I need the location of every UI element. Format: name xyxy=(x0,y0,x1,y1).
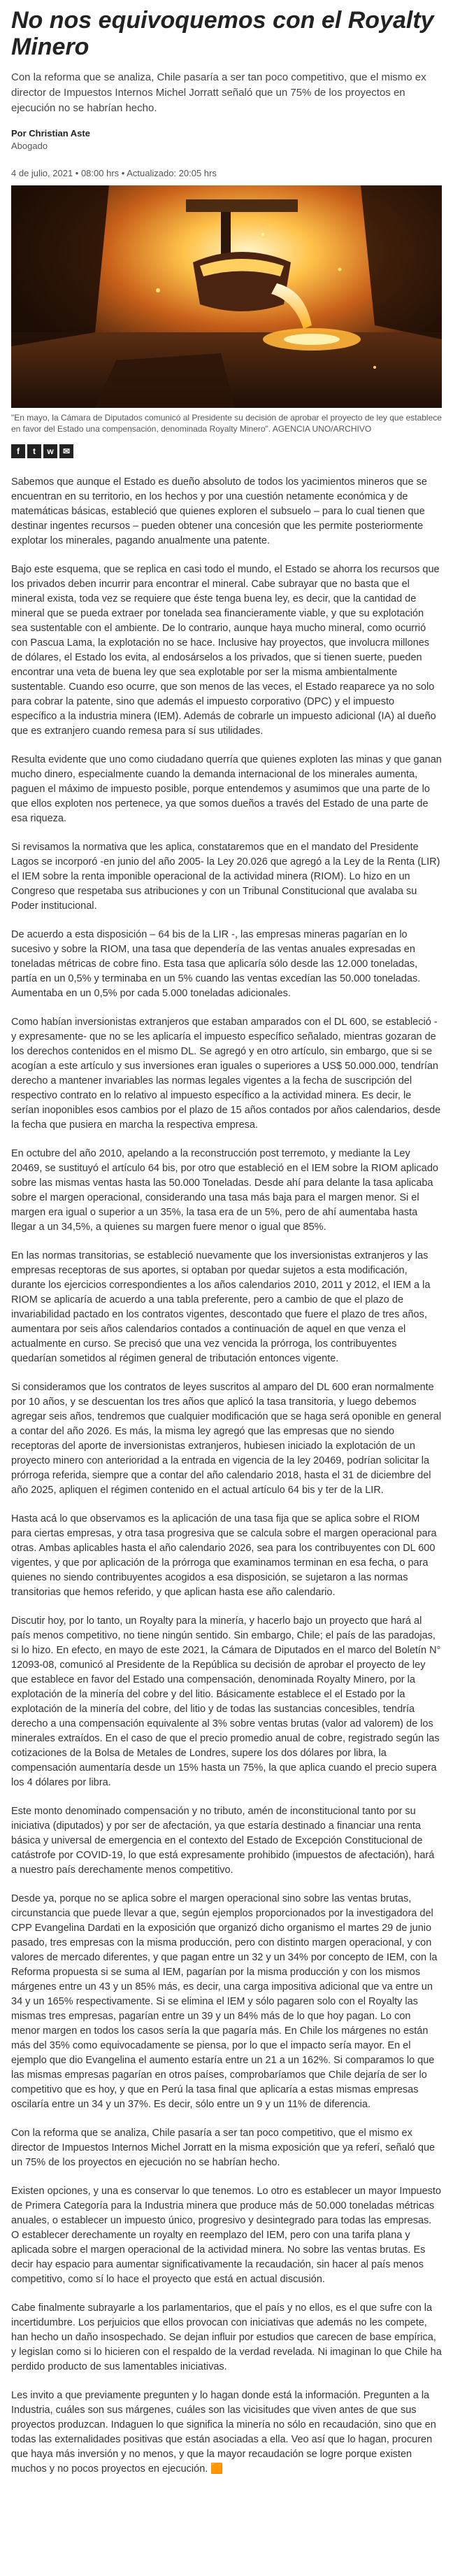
article-photo xyxy=(11,185,442,408)
smelter-photo-illustration xyxy=(11,185,442,408)
facebook-icon[interactable]: f xyxy=(11,444,25,458)
article-body xyxy=(11,475,442,2477)
paragraph-8: En las normas transitorias, se estableció nuevamente que los inversionistas extranjeros y las empresas receptoras de sus aportes, si optaban por quedar sujetos a esta modificación, durante los ejercicios correspondientes a los años calendarios 2010, 2011 y 2012, el IEM a la RIOM se aplicaría de acuerdo a una tabla preferente, pero a cambio de que el plazo de invariabilidad pactado en los contratos vigentes, descontado que fuere el plazo de tres años, aumentara por seis años calendarios contados a continuación de aquel en que venza el actualmente en curso. Se precisó que una vez vencida la prórroga, los contribuyentes quedarían sometidos al régimen general de tributación entonces vigente. xyxy=(11,1250,431,1364)
paragraph-9: Si consideramos que los contratos de leyes suscritos al amparo del DL 600 eran normalmente por 10 años, y se descuentan los tres años que aplicó la tasa transitoria, y luego debemos agregar seis años, tendremos que cualquier modificación que se haga será oponible en general a contar del año 2026. Es más, la misma ley agregó que las empresas que no siendo receptoras del aporte de inversionistas extranjeros, hubiesen iniciado la explotación de un proyecto minero con anterioridad a la entrada en vigencia de la ley 20469, podrían solicitar la prórroga referida, siempre que a contar del año calendario 2018, hasta el 31 de diciembre del año 2025, apliquen el régimen contenido en el actual artículo 64 bis y ter de la LIR. xyxy=(11,1382,442,1496)
photo-caption: "En mayo, la Cámara de Diputados comunicó al Presidente su decisión de aprobar el proyecto de ley que establece en favor del Estado una compensación, denominada Royalty Minero". AGENCIA UNO/ARCHIVO xyxy=(11,413,442,434)
author-block xyxy=(11,127,442,153)
paragraph-14: Con la reforma que se analiza, Chile pasaría a ser tan poco competitivo, que el mismo ex director de Impuestos Internos Michel Jorratt en la misma exposición que ya referí, señaló que un 75% de los proyectos en ejecución no se habrían hecho. xyxy=(11,2128,436,2168)
author-name[interactable]: Christian Aste xyxy=(29,128,90,139)
paragraph-13: Desde ya, porque no se aplica sobre el margen operacional sino sobre las ventas brutas, circunstancia que puede llevar a que, según ejemplos proporcionados por la investigadora del CPP Evangelina Dardati en la exposición que organizó dicho organismo el martes 29 de junio pasado, tres empresas con la misma producción, pero con distinto margen operacional, y con valores de mercado diferentes, y que pagan entre un 32 y un 34% por concepto de IEM, con la Reforma propuesta si se suma al IEM, pagarían por la misma producción y con los mismos márgenes entre un 43 y un 85% más, es decir, una carga impositiva adicional que va entre un 34 y un 165% respectivamente. Si se elimina el IEM y sólo pagaren solo con el Royalty las mismas tres empresas, pagarían entre un 39 y un 84% más de lo que hoy pagan. Lo con menor margen en todos los casos sería la que pagaría más. En Chile los márgenes no están más del 35% como equivocadamente se piensa, por lo que el impacto sería mayor. En el ejemplo que dio Evangelina el aumento estaría entre un 21 a un 162%. Si comparamos lo que las mismas empresas pagarían en otros países, comprobaríamos que Chile dejaría de ser lo competitivo que es hoy, y que en Perú la tasa final que aplicaría a estas mismas empresas oscilaría entre un 34 y un 37%. Es decir, sólo entre un 9 y un 11% de diferencia. xyxy=(11,1893,438,2110)
email-icon[interactable]: ✉ xyxy=(59,444,73,458)
publish-date: 4 de julio, 2021 • 08:00 hrs • Actualizado: 20:05 hrs xyxy=(11,168,217,178)
paragraph-17: Les invito a que previamente pregunten y lo hagan donde está la información. Pregunten a la Industria, cuáles son sus márgenes, cuáles son las vicisitudes que viven antes de que sus proyectos produzcan. Indaguen lo que significa la minería no sólo en recaudación, sino que en todas las externalidades positivas que están asociadas a ella. Veo así que lo hagan, procuren que haya más inversión y no menos, y que la mayor recaudación se logre porque existen muchos y no pocos proyectos en ejecución. 🟧 xyxy=(11,2390,436,2475)
share-bar xyxy=(11,444,442,458)
paragraph-1: Sabemos que aunque el Estado es dueño absoluto de todos los yacimientos mineros que se encuentran en su territorio, en los hechos y por una cuestión netamente económica y de matemáticas básicas, estableció que quienes exploren el subsuelo – para lo cual tienen que destinar ingentes recursos – pueden obtener una concesión que les permite posteriormente explotar los minerales, pagando anualmente una patente. xyxy=(11,476,427,546)
paragraph-5: De acuerdo a esta disposición – 64 bis de la LIR -, las empresas mineras pagarían en lo sucesivo y sobre la RIOM, una tasa que dependería de las ventas anuales expresadas en toneladas métricas de cobre fino. Esta tasa que aplicaría sólo desde las 12.000 toneladas, partía en un 0,5% y terminaba en un 5% cuando las ventas excedían las 50.000 toneladas. Aumentaba en un 0,5% por cada 5.000 toneladas adicionales. xyxy=(11,929,421,999)
paragraph-16: Cabe finalmente subrayarle a los parlamentarios, que el país y no ellos, es el que sufre con la incertidumbre. Los perjuicios que ellos provocan con iniciativas que además no les compete, han hecho un daño insospechado. Se dejan influir por estudios que carecen de base empírica, y legislan como si lo hicieren con el respaldo de la verdad revelada. Ni imaginan lo que Chile ha perdido producto de sus lamentables iniciativas. xyxy=(11,2302,442,2372)
paragraph-3: Resulta evidente que uno como ciudadano querría que quienes exploten las minas y que ganan mucho dinero, especialmente cuando la demanda internacional de los minerales aumenta, paguen el máximo de impuesto posible, porque entendemos y asumimos que una parte de lo que ellos exploten nos pertenece, ya que somos dueños a través del Estado de una parte de esa riqueza. xyxy=(11,754,442,824)
article-lead: Con la reforma que se analiza, Chile pasaría a ser tan poco competitivo, que el mismo ex director de Impuestos Internos Michel Jorratt señaló que un 75% de los proyectos en ejecución no se habrían hecho. xyxy=(11,71,426,114)
paragraph-4: Si revisamos la normativa que les aplica, constataremos que en el mandato del Presidente Lagos se incorporó -en junio del año 2005- la Ley 20.026 que agregó a la Ley de la Renta (LIR) el IEM sobre la renta imponible operacional de la actividad minera (RIOM). Lo hizo en un Congreso que respetaba sus atribuciones y con un Tribunal Constitucional que avalaba su Poder institucional. xyxy=(11,842,440,912)
whatsapp-icon[interactable]: w xyxy=(43,444,57,458)
twitter-icon[interactable]: t xyxy=(27,444,41,458)
author-line xyxy=(11,127,442,140)
paragraph-12: Este monto denominado compensación y no tributo, amén de inconstitucional tanto por su iniciativa (diputados) y por ser de afectación, ya que estaría destinado a financiar una renta básica y universal de emergencia en el contexto del Estado de Excepción Constitucional de catástrofe por COVID-19, lo que está expresamente prohibido (impuestos de afectación), hará a nuestro país derechamente menos competitivo. xyxy=(11,1806,435,1876)
paragraph-7: En octubre del año 2010, apelando a la reconstrucción post terremoto, y mediante la Ley 20469, se sustituyó el artículo 64 bis, por otro que estableció en el IEM sobre la RIOM aplicado sobre las mismas ventas hasta las 50.000 Toneladas. Desde ahí para delante la tasa aplicaba sobre el margen operacional, considerando una tasa más baja para el margen menor. Si el margen era igual o superior a un 35%, la tasa era de un 5%, pero de ahí aumentaba hasta llegar a un 34,5%, a quienes su margen fuere menor o igual que 85%. xyxy=(11,1148,438,1233)
article-title: No nos equivoquemos con el Royalty Minero xyxy=(11,7,434,60)
paragraph-10: Hasta acá lo que observamos es la aplicación de una tasa fija que se aplica sobre el RIOM para ciertas empresas, y otra tasa progresiva que se calcula sobre el margen operacional para otras. Ambas aplicables hasta el año calendario 2026, sea para los contribuyentes con DL 600 vigentes, y que por aplicación de la prórroga que examinamos terminan en esa fecha, o para quienes no siendo contribuyentes acogidos a esa disposición, se sujetaron a las normas transitorias que hemos referido, y que aplican hasta ese año calendario. xyxy=(11,1513,437,1598)
author-prefix: Por xyxy=(11,128,29,139)
paragraph-11: Discutir hoy, por lo tanto, un Royalty para la minería, y hacerlo bajo un proyecto que hará al país menos competitivo, no tiene ningún sentido. Sin embargo, Chile; el país de las paradojas, si lo hizo. En efecto, en mayo de este 2021, la Cámara de Diputados en el marco del Boletín N° 12093-08, comunicó al Presidente de la República su decisión de aprobar el proyecto de ley que establece en favor del Estado una compensación, denominada Royalty Minero, por la explotación de la minería del cobre y del litio. Básicamente establece el el Estado por la explotación de la minería del cobre, del litio y de todas las sustancias concesibles, tendría derecho a una compensación equivalente al 3% sobre ventas brutas (valor ad valorem) de los minerales extraídos. En el caso de que el precio promedio anual de cobre, registrado según las cotizaciones de la Bolsa de Metales de Londres, supere los dos dólares por libra, la compensación aumentaría desde un 15% hasta un 75%, la que aplica cuando el precio supera los 4 dólares por libra. xyxy=(11,1615,441,1788)
paragraph-15: Existen opciones, y una es conservar lo que tenemos. Lo otro es establecer un mayor Impuesto de Primera Categoría para la Industria minera que produce más de 50.000 toneladas métricas anuales, o establecer un impuesto único, progresivo y desintegrado para todas las empresas. O establecer derechamente un royalty en reemplazo del IEM, pero con una tarifa plana y aplicada sobre el margen operacional de la actividad minera. No sobre las ventas brutas. Es decir hay espacio para aumentar significativamente la recaudación, sin hacer al país menos competitivo, como sí lo hace el proyecto que está en actual discusión. xyxy=(11,2186,441,2285)
paragraph-6: Como habían inversionistas extranjeros que estaban amparados con el DL 600, se estableció -y expresamente- que no se les aplicaría el impuesto específico señalado, mientras gozaran de los derechos contenidos en el mismo DL. Se agregó y en otro artículo, sin embargo, que si se acogían a este artículo y sus inversiones eran iguales o superiores a US$ 50.000.000, tendrían derecho a mantener invariables las normas legales vigentes a la fecha de suscripción del respectivo contrato en lo relativo al impuesto específico a la actividad minera. Es decir, le serían inoponibles esos cambios por el plazo de 15 años contados por años calendarios, desde la fecha que pusiera en marcha la respectiva empresa. xyxy=(11,1017,441,1131)
paragraph-2: Bajo este esquema, que se replica en casi todo el mundo, el Estado se ahorra los recursos que los privados deben incurrir para encontrar el mineral. Cabe subrayar que no basta que el mineral exista, toda vez se requiere que éste tenga buena ley, es decir, que la cantidad de mineral que se pueda extraer por tonelada sea financieramente viable, y que su explotación sea sustentable con el ambiente. De lo contrario, aunque haya mucho mineral, como ocurrió con Pascua Lama, la explotación no se hace. Inclusive hay proyectos, que involucra millones de dólares, el Estado los evita, al endosárselos a los privados, que si tienen suerte, pueden encontrar una veta de buena ley que sea explotable por ser la misma ambientalmente sustentable. Cuando eso ocurre, que son menos de las veces, el Estado reaparece ya no solo para cobrar la patente, sino que además el impuesto corporativo (DPC) y el impuesto específico a la industria minera (IEM). Además de cobrarle un impuesto adicional (IA) al dueño que es extranjero cuando remesa para sí sus utilidades. xyxy=(11,564,440,737)
author-role: Abogado xyxy=(11,141,48,151)
